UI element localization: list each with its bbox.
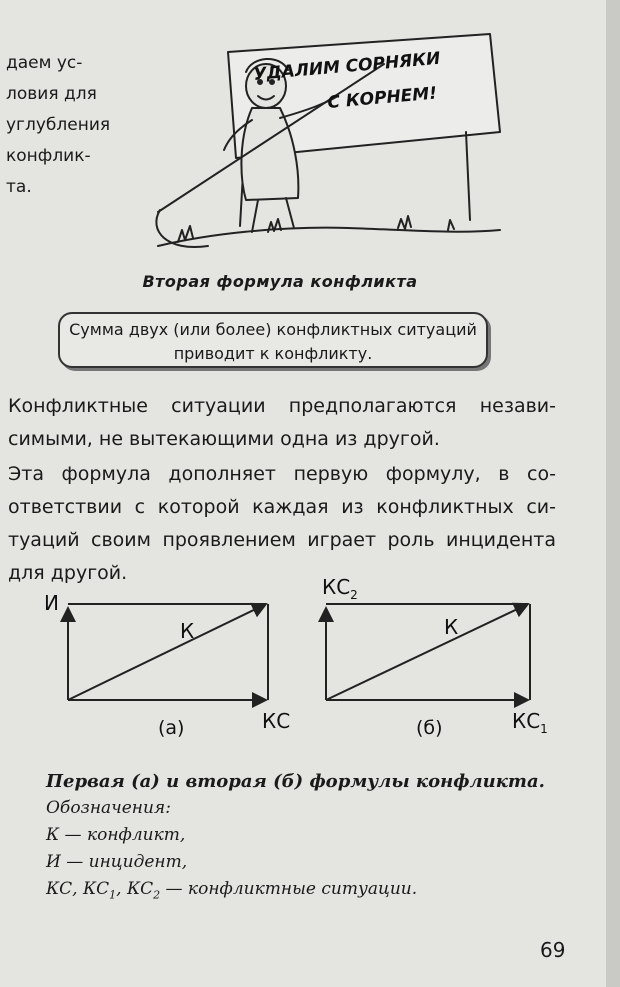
side-text: [6, 48, 110, 203]
side-text-line: ловия для: [6, 84, 97, 104]
label-conflict: К: [444, 615, 459, 639]
sign-text-line1: УДАЛИМ СОРНЯКИ: [252, 48, 442, 85]
diagram-tag-b: (б): [416, 717, 443, 739]
section-title: Вторая формула конфликта: [142, 272, 418, 291]
legend-conflict: К — конфликт,: [46, 825, 186, 845]
paragraph-line: Эта формула дополняет первую формулу, в со-: [8, 463, 556, 485]
paragraph: [8, 458, 556, 590]
side-text-line: та.: [6, 177, 32, 197]
formula-diagrams: [30, 578, 570, 768]
paragraph: [8, 390, 556, 456]
paragraph-line: ответствии с которой каждая из конфликтных си-: [8, 496, 556, 518]
formula-line: Сумма двух (или более) конфликтных ситуаций: [69, 320, 477, 339]
figure-caption: [46, 768, 545, 908]
legend-title: Обозначения:: [46, 798, 171, 818]
side-text-line: даем ус-: [6, 53, 83, 73]
label-conflict: К: [180, 619, 195, 643]
paragraph-line: для другой.: [8, 562, 128, 584]
paragraph-line: Конфликтные ситуации предполагаются незави-: [8, 395, 556, 417]
sign-text-line2: С КОРНЕМ!: [326, 83, 438, 113]
label-conflict-situation-1: $КС_1$: [512, 709, 548, 736]
label-conflict-situation-2: $КС_2$: [322, 578, 358, 602]
label-conflict-situation: КС: [262, 709, 291, 733]
formula-box: [58, 312, 488, 368]
diagram-tag-a: (а): [158, 717, 185, 739]
legend-incident: И — инцидент,: [46, 852, 188, 872]
cartoon-illustration: [148, 20, 508, 258]
label-incident: И: [44, 591, 59, 615]
caption-title: Первая (а) и вторая (б) формулы конфликта.: [46, 771, 545, 792]
conflict-vector: [68, 604, 266, 700]
paragraph-line: туаций своим проявлением играет роль инцидента: [8, 529, 556, 551]
side-text-line: углубления: [6, 115, 111, 135]
paragraph-line: симыми, не вытекающими одна из другой.: [8, 428, 440, 450]
conflict-vector: [326, 604, 528, 700]
formula-line: приводит к конфликту.: [173, 344, 373, 363]
page-edge: [606, 0, 620, 987]
page-number: 69: [540, 938, 566, 962]
sign-post: [466, 132, 470, 220]
side-text-line: конфлик-: [6, 146, 91, 166]
legend-conflict-situations: КС, $КС_1$, $КС_2$ — конфликтные ситуации.: [46, 879, 418, 902]
